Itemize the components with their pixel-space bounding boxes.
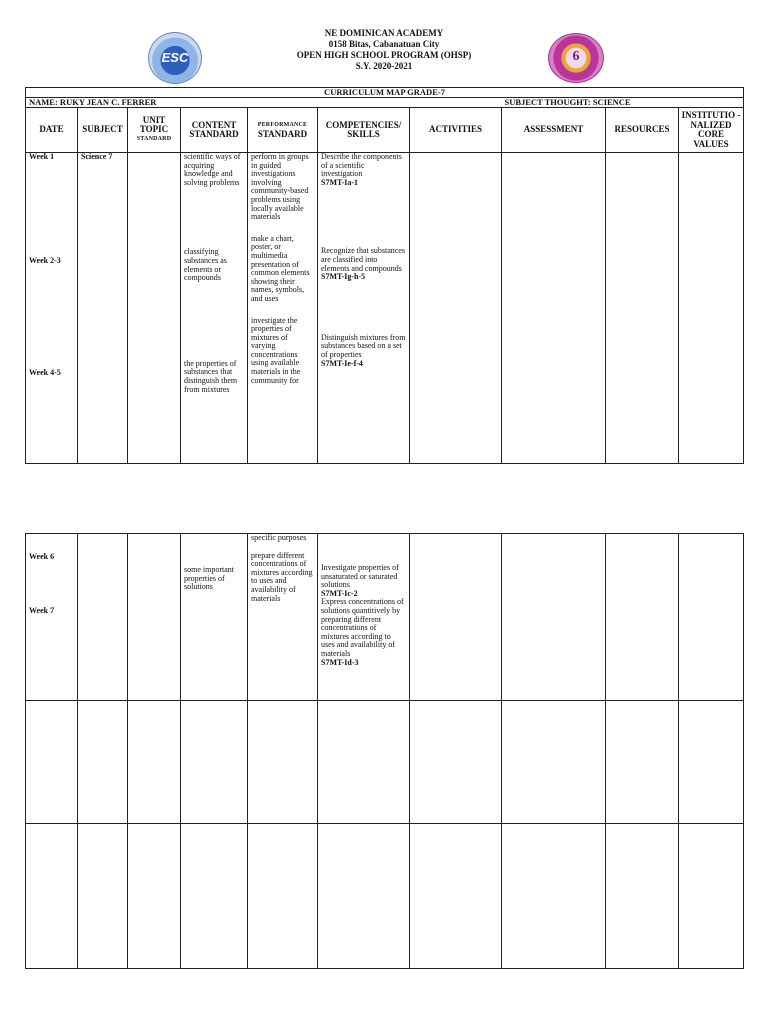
- academy-seal-logo: [548, 33, 604, 83]
- col-content-standard: CONTENT STANDARD: [181, 108, 248, 153]
- week-label: Week 4-5: [29, 368, 61, 378]
- performance-standard-text: perform in groups in guided investigations involving community-based problems using locally available materials: [251, 152, 309, 222]
- content-standard-cell: [181, 534, 248, 701]
- activities-cell: [410, 153, 502, 464]
- date-cell: [26, 534, 78, 701]
- activities-cell: [410, 534, 502, 701]
- competency-code: S7MT-Ic-2: [321, 588, 358, 598]
- table-row-empty: [26, 701, 744, 824]
- table-row: [26, 153, 744, 464]
- resources-cell: [606, 153, 679, 464]
- unit-topic-cell: [128, 153, 181, 464]
- competencies-cell: [318, 534, 410, 701]
- col-performance-standard: [248, 108, 318, 153]
- competency-text: Describe the components of a scientific investigation: [321, 152, 402, 179]
- table-row-empty: [26, 824, 744, 969]
- content-standard-text: the properties of substances that distinguish them from mixtures: [184, 358, 238, 394]
- performance-standard-text: prepare different concentrations of mixtures according to uses and availability of materials: [251, 550, 313, 603]
- teacher-name: NAME: RUKY JEAN C. FERRER: [26, 98, 502, 108]
- assessment-cell: [502, 534, 606, 701]
- logo-mark: 6: [572, 49, 580, 64]
- performance-label-top: PERFORMANCE: [257, 121, 308, 128]
- school-name: NE DOMINICAN ACADEMY: [324, 28, 444, 38]
- unit-topic-sub: STANDARD: [136, 135, 172, 142]
- subject-cell: [78, 153, 128, 464]
- content-standard-text: scientific ways of acquiring knowledge and solving problems: [184, 152, 241, 187]
- col-subject: SUBJECT: [78, 108, 128, 153]
- content-standard-text: classifying substances as elements or compounds: [184, 247, 227, 283]
- core-values-cell: [679, 534, 744, 701]
- competency-text: Express concentrations of solutions quantitively by preparing different concentrations of mixtures according to uses and availability of materials: [321, 597, 404, 658]
- week-label: Week 2-3: [29, 255, 61, 265]
- col-resources: RESOURCES: [606, 108, 679, 153]
- competency-text: Distinguish mixtures from substances based on a set of properties: [321, 332, 406, 359]
- col-unit-topic: [128, 108, 181, 153]
- week-label: Week 1: [29, 152, 55, 161]
- table-row: [26, 534, 744, 701]
- resources-cell: [606, 534, 679, 701]
- content-standard-text: some important properties of solutions: [184, 565, 234, 592]
- week-label: Week 6: [29, 552, 55, 561]
- competency-code: S7MT-Ig-h-5: [321, 272, 366, 282]
- competency-text: Investigate properties of unsaturated or saturated solutions: [321, 563, 399, 590]
- competency-code: S7MT-Ie-f-4: [321, 358, 363, 368]
- school-address: 0158 Bitas, Cabanatuan City: [328, 39, 440, 49]
- unit-topic-label: UNIT TOPIC: [139, 114, 169, 135]
- curriculum-map-table: [25, 87, 744, 464]
- col-core-values: INSTITUTIO -NALIZED CORE VALUES: [679, 108, 744, 153]
- assessment-cell: [502, 153, 606, 464]
- column-header-row: [26, 108, 744, 153]
- performance-standard-cell: [248, 153, 318, 464]
- core-values-cell: [679, 153, 744, 464]
- logo-monogram: ESC: [161, 50, 189, 65]
- performance-standard-cell: [248, 534, 318, 701]
- school-header: [0, 28, 768, 72]
- competency-code: S7MT-Ia-1: [321, 177, 359, 187]
- subject-taught: SUBJECT THOUGHT: SCIENCE: [502, 98, 744, 108]
- performance-standard-text: make a chart, poster, or multimedia presentation of common elements showing their names, symbols, and uses: [251, 233, 310, 303]
- program-name: OPEN HIGH SCHOOL PROGRAM (OHSP): [296, 50, 472, 60]
- col-date: DATE: [26, 108, 78, 153]
- week-label: Week 7: [29, 605, 55, 615]
- competency-code: S7MT-Id-3: [321, 657, 359, 667]
- col-activities: ACTIVITIES: [410, 108, 502, 153]
- performance-label-bottom: STANDARD: [257, 129, 308, 139]
- subject-cell: [78, 534, 128, 701]
- performance-standard-text: investigate the properties of mixtures of varying concentrations using available materials in the community for: [251, 315, 301, 385]
- deped-seal-logo: [148, 32, 202, 84]
- competencies-cell: [318, 153, 410, 464]
- col-competencies: COMPETENCIES/ SKILLS: [318, 108, 410, 153]
- school-year: S.Y. 2020-2021: [355, 61, 413, 71]
- competency-text: Recognize that substances are classified into elements and compounds: [321, 246, 405, 273]
- unit-topic-cell: [128, 534, 181, 701]
- table-title: CURRICULUM MAP GRADE-7: [26, 88, 744, 98]
- date-cell: [26, 153, 78, 464]
- col-assessment: ASSESSMENT: [502, 108, 606, 153]
- performance-standard-text: specific purposes: [251, 533, 307, 542]
- curriculum-map-table-continued: [25, 533, 744, 969]
- subject-value: Science 7: [81, 152, 113, 161]
- content-standard-cell: [181, 153, 248, 464]
